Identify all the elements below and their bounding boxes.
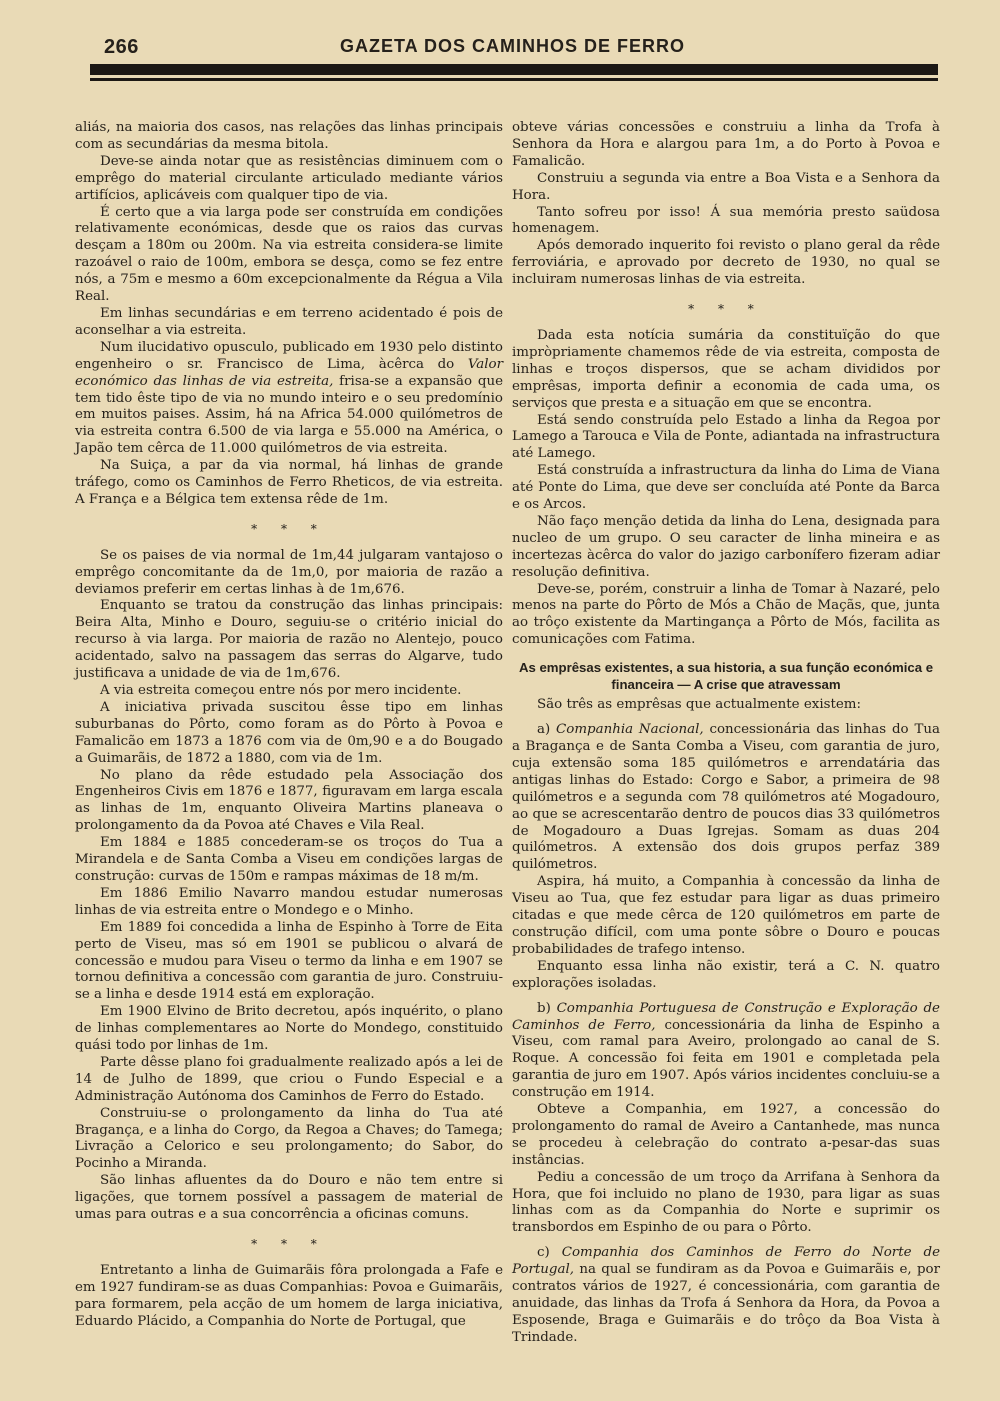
paragraph: Construiu-se o prolongamento da linha do Tua até Bragança, e a linha do Corgo, da Regoa a Chaves; do Tamega; Livração a Celorico e seu prolongamento; do Sabor, do Pocinho a Miranda. (75, 1105, 503, 1172)
paragraph: Deve-se ainda notar que as resistências diminuem com o emprêgo do material circulante articulado mediante vários artifícios, aplicáveis com qualquer tipo de via. (75, 153, 503, 203)
paragraph: Após demorado inquerito foi revisto o plano geral da rêde ferroviária, e aprovado por decreto de 1930, no qual se incluiram numerosas linhas de via estreita. (512, 238, 940, 288)
paragraph: Dada esta notícia sumária da constituïção do que impròpriamente chamemos rêde de via estreita, composta de linhas e troços dispersos, que se acham divididos por emprêsas, importa definir a economia de cada uma, os serviços que presta e a situação em que se encontra. (512, 327, 940, 411)
paragraph: Em 1884 e 1885 concederam-se os troços do Tua a Mirandela e de Santa Comba a Viseu em condições largas de construção: curvas de 150m e rampas máximas de 18 m/m. (75, 835, 503, 884)
paragraph-text: concessionária das linhas do Tua a Bragança e de Santa Comba a Viseu, com garantia de juro, cuja extensão soma 185 quilómetros e arrendatária das antigas linhas do Estado: Corgo e Sabor, a primeira de 98 quilómetros e a segunda com 78 quilómetros até Mogadouro, ao que se acrescentarão dentro de poucos dias 33 quilómetros de Mogadouro a Duas Igrejas. Somam as duas 204 quilómetros. A extensão dos dois grupos perfaz 389 quilómetros. (512, 722, 940, 873)
paragraph: Em 1889 foi concedida a linha de Espinho à Torre de Eita perto de Viseu, mas só em 1901 se publicou o alvará de concessão e mudou para Viseu o termo da linha e em 1907 se tornou definitiva a concessão com garantia de juro. Construiu-se a linha e desde 1914 está em exploração. (75, 919, 503, 1003)
company-name: Companhia dos Caminhos de Ferro do Norte de Portugal, (512, 1245, 940, 1278)
section-heading: As emprêsas existentes, a sua historia, a sua função económica e financeira — A crise que atravessam (518, 660, 934, 693)
paragraph: Tanto sofreu por isso! Á sua memória presto saüdosa homenagem. (512, 204, 940, 237)
company-name: Companhia Portuguesa de Construção e Exploração de Caminhos de Ferro, (512, 1000, 940, 1033)
section-separator: * * * (251, 521, 327, 536)
section-separator: * * * (688, 302, 764, 317)
section-separator: * * * (251, 1237, 327, 1251)
paragraph: Está sendo construída pelo Estado a linha da Regoa por Lamego a Tarouca e Vila de Ponte, adiantada na infrastructura até Lamego. (512, 412, 940, 462)
paragraph-text: concessionária da linha de Espinho a Viseu, com ramal para Aveiro, prolongado ao canal de S. Roque. A concessão foi feita em 1901 e completada pela garantia de juro em 1907. Após vários incidentes concluiu-se a construção em 1914. (512, 1017, 940, 1101)
paragraph: São linhas afluentes da do Douro e não tem entre si ligações, que tornem possível a passagem de material de umas para outras e a sua concorrência a oficinas comuns. (75, 1173, 503, 1223)
list-marker: b) (537, 1000, 557, 1016)
paragraph: Obteve a Companhia, em 1927, a concessão do prolongamento do ramal de Aveiro a Cantanhede, mas nunca se procedeu à celebração do contrato a-pesar-das suas instâncias. (512, 1102, 940, 1168)
paragraph: São três as emprêsas que actualmente existem: (537, 697, 862, 713)
paragraph: Pediu a concessão de um troço da Arrifana à Senhora da Hora, que foi incluido no plano de 1930, para ligar as suas linhas com as da Companhia do Norte e suprimir os transbordos em Espinho de ou para o Pôrto. (512, 1169, 940, 1236)
paragraph (75, 340, 503, 458)
paragraph-text: frisa-se a expansão que tem tido êste tipo de via no mundo inteiro e o seu predomínio em muitos paises. Assim, há na Africa 54.000 quilómetros de via estreita contra 6.500 de via larga e 55.000 na América, o Japão tem cêrca de 11.000 quilómetros de via estreita. (75, 373, 503, 457)
paragraph: Em 1886 Emilio Navarro mandou estudar numerosas linhas de via estreita entre o Mondego e o Minho. (75, 885, 503, 918)
header-rule-thin (90, 78, 938, 81)
paragraph: Entretanto a linha de Guimarãis fôra prolongada a Fafe e em 1927 fundiram-se as duas Companhias: Povoa e Guimarãis, para formarem, pela acção de um homem de larga iniciativa, Eduardo Plácido, a Companhia do Norte de Portugal, que (75, 1262, 503, 1329)
paragraph: A via estreita começou entre nós por mero incidente. (100, 683, 462, 698)
work-title: Valor económico das linhas de via estreita, (75, 356, 503, 389)
list-marker: c) (537, 1245, 562, 1261)
company-entry-b (512, 1001, 940, 1102)
paragraph: obteve várias concessões e construiu a linha da Trofa à Senhora da Hora e alargou para 1m, a do Porto à Povoa e Famalicão. (512, 120, 940, 169)
paragraph: aliás, na maioria dos casos, nas relações das linhas principais com as secundárias da mesma bitola. (75, 120, 503, 152)
paragraph-text: na qual se fundiram as da Povoa e Guimarãis e, por contratos vários de 1927, é concessionária, com garantia de anuidade, das linhas da Trofa á Senhora da Hora, da Povoa a Esposende, Braga e Guimarãis e do trôço da Boa Vista à Trindade. (512, 1262, 940, 1345)
right-column (512, 120, 940, 1347)
company-entry-a (512, 722, 940, 874)
page-number: 266 (104, 36, 139, 58)
paragraph: Construiu a segunda via entre a Boa Vista e a Senhora da Hora. (512, 170, 940, 203)
list-marker: a) (537, 722, 557, 738)
left-column (75, 120, 503, 1331)
header-rule-thick (90, 64, 938, 75)
company-name: Companhia Nacional, (556, 722, 704, 738)
paragraph: Aspira, há muito, a Companhia à concessão da linha de Viseu ao Tua, que fez estudar para ligar as duas primeiro citadas e que mede cêrca de 120 quilómetros em parte de construção difícil, com uma ponte sôbre o Douro e poucas probabilidades de trafego intenso. (512, 874, 940, 957)
paragraph-text: Num ilucidativo opusculo, publicado em 1930 pelo distinto engenheiro o sr. Francisco de Lima, àcêrca do (75, 339, 503, 372)
paragraph: É certo que a via larga pode ser construída em condições relativamente económicas, desde que os raios das curvas desçam a 180m ou 200m. Na via estreita considera-se limite razoável o raio de 100m, embora se desça, como se fez entre nós, a 75m e mesmo a 60m excepcionalmente da Régua a Vila Real. (75, 204, 503, 305)
paragraph: Em linhas secundárias e em terreno acidentado é pois de aconselhar a via estreita. (75, 305, 503, 338)
paragraph: Em 1900 Elvino de Brito decretou, após inquérito, o plano de linhas complementares ao Norte do Mondego, constituido quási todo por linhas de 1m. (75, 1004, 503, 1054)
paragraph: Na Suiça, a par da via normal, há linhas de grande tráfego, como os Caminhos de Ferro Rheticos, de via estreita. A França e a Bélgica tem extensa rêde de 1m. (75, 458, 503, 507)
paragraph: Deve-se, porém, construir a linha de Tomar à Nazaré, pelo menos na parte do Pôrto de Mós a Chão de Maçãs, que, junta ao trôço existente da Martingança a Pôrto de Mós, facilita as comunicações com Fatima. (512, 581, 940, 648)
paragraph: Não faço menção detida da linha do Lena, designada para nucleo de um grupo. O seu caracter de linha mineira e as incertezas àcêrca do valor do jazigo carbonífero fizeram adiar resolução definitiva. (512, 513, 940, 580)
paragraph: Enquanto essa linha não existir, terá a C. N. quatro explorações isoladas. (512, 958, 940, 991)
paragraph: Se os paises de via normal de 1m,44 julgaram vantajoso o emprêgo concomitante da de 1m,0, por maioria de razão a deviamos preferir em certas linhas à de 1m,676. (75, 547, 503, 597)
paragraph: Parte dêsse plano foi gradualmente realizado após a lei de 14 de Julho de 1899, que criou o Fundo Especial e a Administração Autónoma dos Caminhos de Ferro do Estado. (75, 1054, 503, 1104)
paragraph: No plano da rêde estudado pela Associação dos Engenheiros Civis em 1876 e 1877, figuravam em larga escala as linhas de 1m, enquanto Oliveira Martins planeava o prolongamento da da Povoa até Chaves e Vila Real. (75, 767, 503, 834)
page-header-title: GAZETA DOS CAMINHOS DE FERRO (340, 36, 686, 56)
paragraph: Enquanto se tratou da construção das linhas principais: Beira Alta, Minho e Douro, seguiu-se o critério inicial do recurso à via larga. Por maioria de razão no Alentejo, pouco acidentado, salvo na passagem das serras do Algarve, tudo justificava a unidade de via de 1m,676. (75, 598, 503, 682)
paragraph: Está construída a infrastructura da linha do Lima de Viana até Ponte do Lima, que deve ser concluída até Ponte da Barca e os Arcos. (512, 463, 940, 513)
company-entry-c (512, 1245, 940, 1346)
paragraph: A iniciativa privada suscitou êsse tipo em linhas suburbanas do Pôrto, como foram as do Pôrto à Povoa e Famalicão em 1873 a 1876 com via de 0m,90 e a do Bougado a Guimarãis, de 1872 a 1880, com via de 1m. (75, 699, 503, 766)
